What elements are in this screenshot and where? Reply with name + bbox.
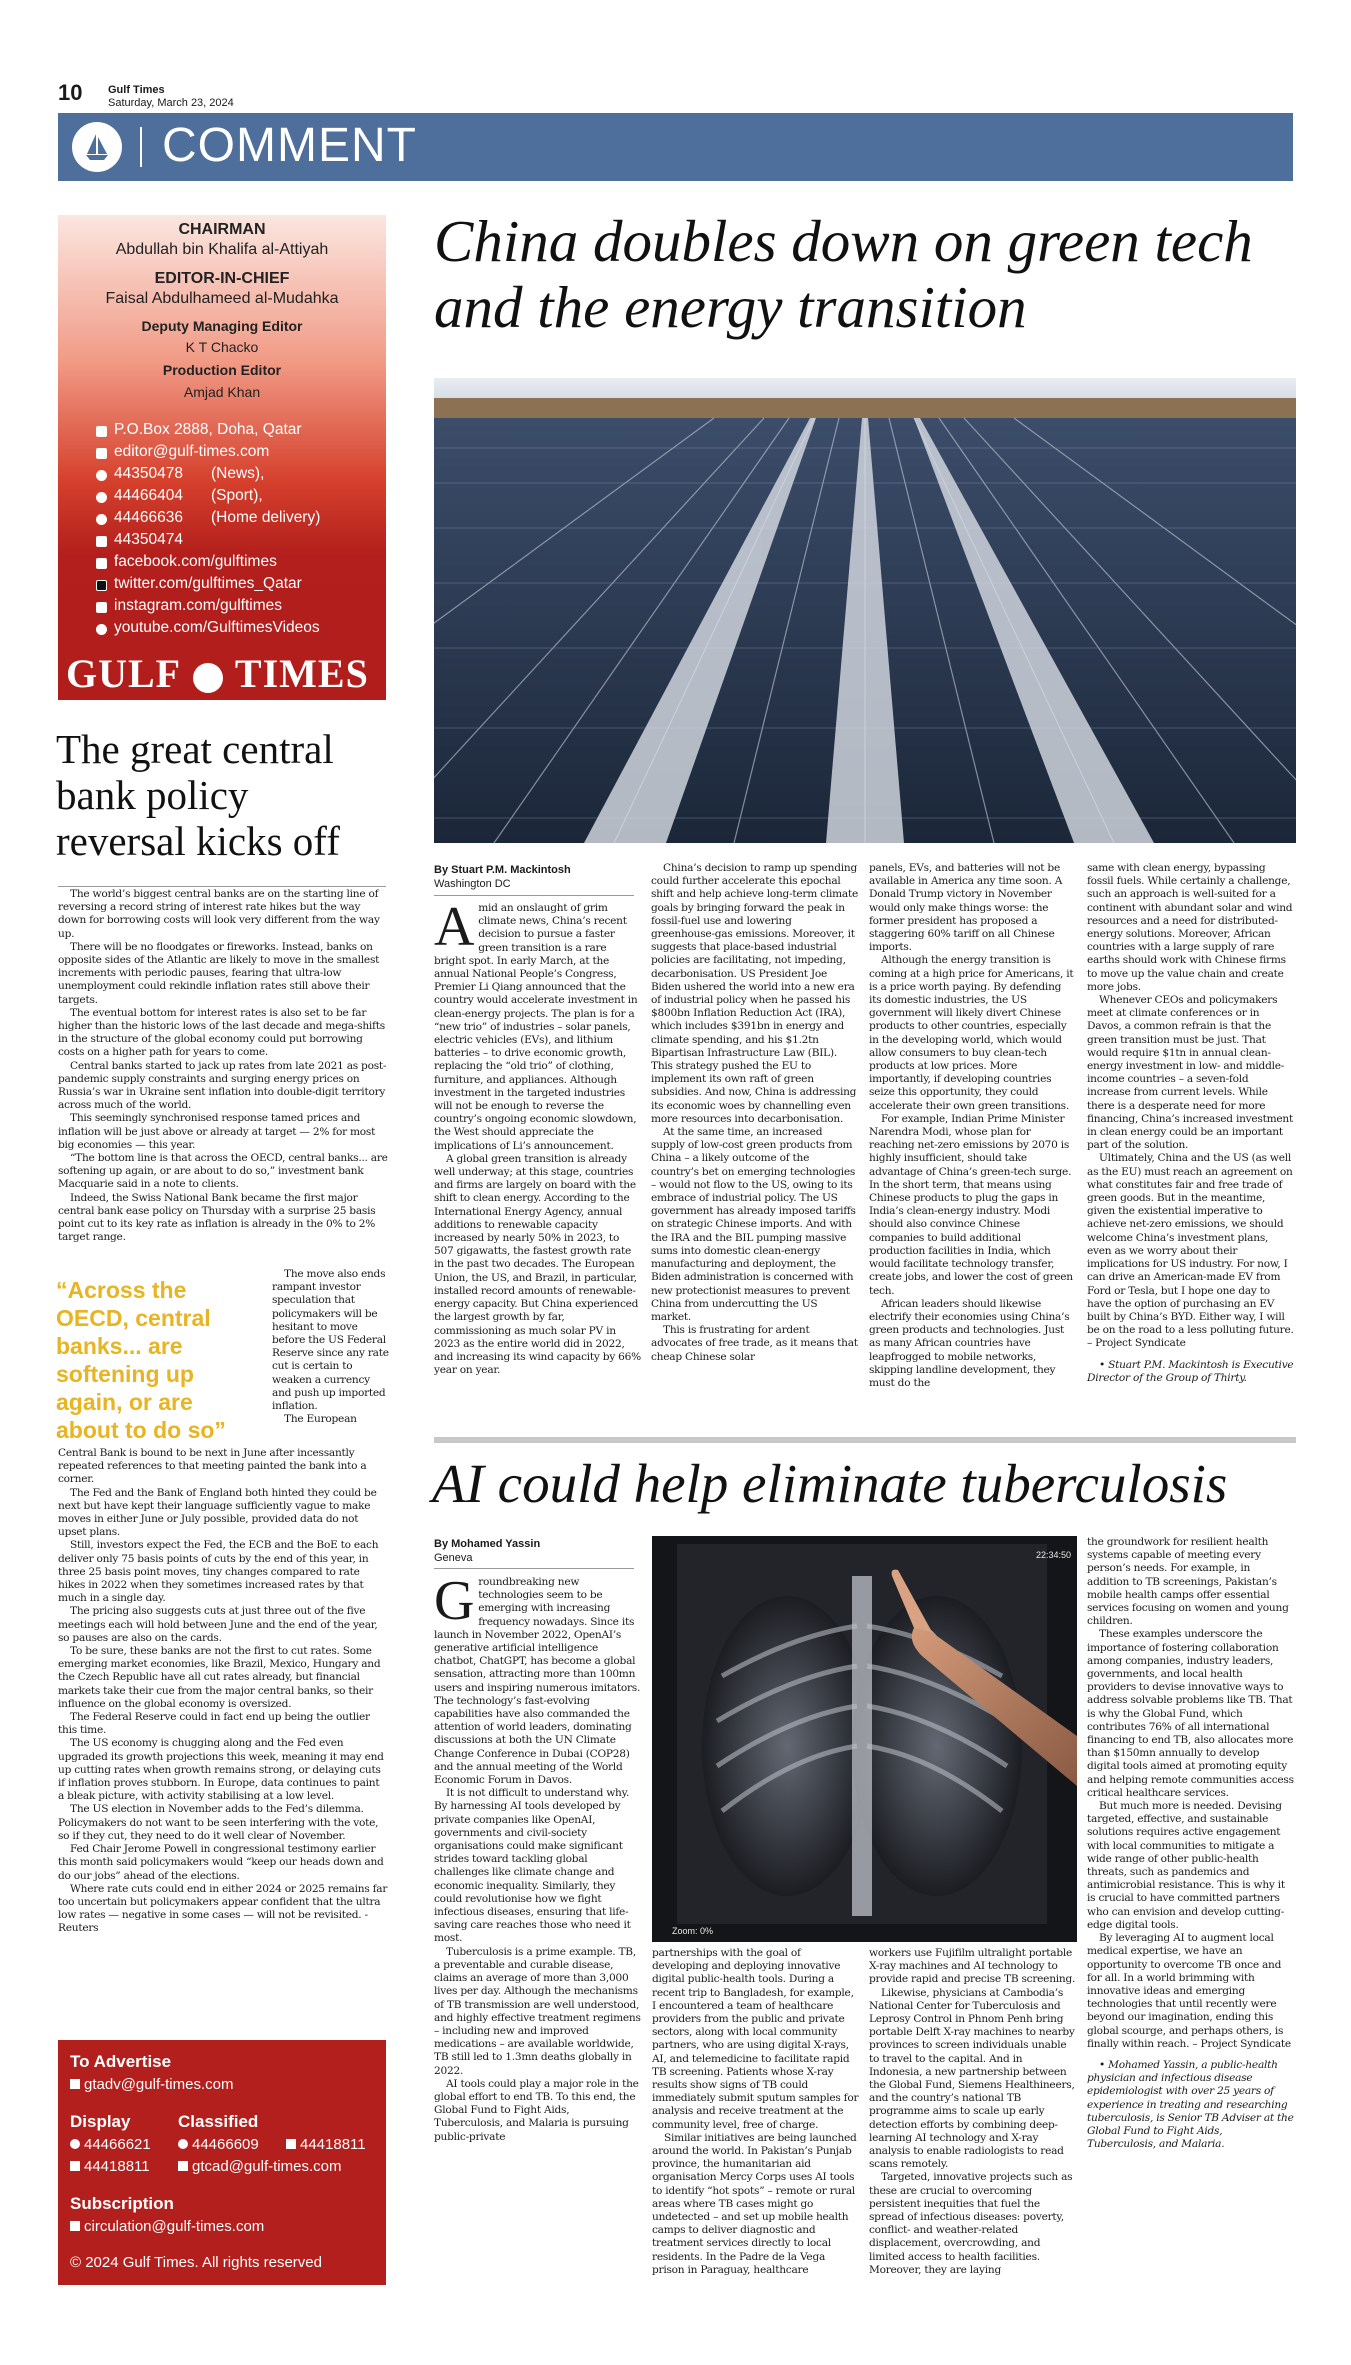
paragraph: But much more is needed. Devising targeted, effective, and sustainable solutions requires active engagement with local communities to mitigate a wide range of other public-health threats, such as pandemics and antimicrobial resistance. This is why it is crucial to have committed partners who can envision and develop cutting-edge digital tools. (1087, 1800, 1285, 1931)
tb-byline: By Mohamed Yassin (434, 1538, 541, 1550)
editor-in-chief-name: Faisal Abdulhameed al-Mudahka (105, 290, 339, 307)
paragraph: roundbreaking new technologies seem to be emerging with increasing frequency nowadays. Since its launch in November 2022, OpenAI’s generative artificial intelligence chatbot, ChatGPT, has become a global sensation, attracting more than 100mn users and inspiring numerous imitators. The technology’s fast-evolving capabilities have also commanded the attention of world leaders, dominating discussions at both the UN Climate Change Conference in Dubai (COP28) and the annual meeting of the World Economic Forum in Davos. (434, 1576, 641, 1787)
mail-icon (70, 2079, 80, 2089)
section-divider (434, 1437, 1296, 1443)
display-label: Display (70, 2112, 131, 2131)
paragraph: A global green transition is already well underway; at this stage, countries and firms are largely on board with the shift to clean energy. According to the International Energy Agency, annual additions to renewable capacity increased by nearly 50% in 2023, to 507 gigawatts, the fastest growth rate in the past two decades. The European Union, the US, and Brazil, in particular, installed record amounts of renewable-energy capacity. But China experienced the largest growth by far, commissioning as much solar PV in 2023 as the entire world did in 2022, and increasing its wind capacity by 66% year on year. (434, 1152, 641, 1377)
paragraph: mid an onslaught of grim climate news, China’s recent decision to pursue a faster green transition is a rare bright spot. In early March, at the annual National People’s Congress, Premier Li Qiang announced that the country would accelerate investment in clean-energy projects. The plan is for a “new trio” of industries – solar panels, electric vehicles (EVs), and lithium batteries – to drive economic growth, replacing the “old trio” of clothing, furniture, and appliances. Although investment in the targeted industries will not be enough to reverse the country’s ongoing economic slowdown, the West should appreciate the implications of Li’s announcement. (434, 902, 638, 1152)
paragraph: There will be no floodgates or fireworks. Instead, banks on opposite sides of the Atlantic are likely to move in the smallest increments with periodic pauses, fearing that ultra-low unemployment could rekindle inflation rates still above their targets. (58, 940, 380, 1006)
paragraph: Central Bank is bound to be next in June after incessantly repeated references to that meeting painted the bank into a corner. (58, 1447, 367, 1486)
editor-in-chief-title: EDITOR-IN-CHIEF (154, 270, 290, 287)
tb-col-2 (652, 1947, 859, 2277)
paragraph: Although the energy transition is coming at a high price for Americans, it is a price worth paying. By defending its domestic industries, the US government will likely divert Chinese products to other countries, especially in the developing world, which would allow consumers to buy clean-tech products at low prices. More importantly, if developing countries seize this opportunity, they could accelerate their own green transitions. (869, 954, 1074, 1112)
author-bio: • Stuart P.M. Mackintosh is Executive Director of the Group of Thirty. (1087, 1358, 1294, 1384)
deputy-managing-editor-title: Deputy Managing Editor (141, 318, 303, 334)
paragraph: Where rate cuts could end in either 2024 or 2025 remains far too uncertain but policymakers appear confident that the ultra low rates — negative in some cases — will not be revisited. - Reuters (58, 1882, 388, 1935)
tb-article-title: AI could help eliminate tuberculosis (432, 1453, 1228, 1514)
banner-divider (140, 127, 142, 167)
paragraph: Likewise, physicians at Cambodia’s National Center for Tuberculosis and Leprosy Control in Phnom Penh bring portable Delft X-ray machines to nearby provinces to screen individuals unable to travel to the capital. And in Indonesia, a new partnership between the Global Fund, Siemens Healthineers, and the country’s national TB programme aims to scale up early detection efforts by combining deep-learning AI technology and X-ray analysis to enable radiologists to read scans remotely. (869, 1986, 1075, 2171)
paragraph: At the same time, an increased supply of low-cost green products from China – a likely outcome of the country’s bet on emerging technologies – would not flow to the US, owing to its embrace of industrial policy. The US government has already imposed tariffs on strategic Chinese imports. And with the IRA and the BIL pumping massive sums into domestic clean-energy manufacturing and deployment, the Biden administration is concerned with new protectionist measures to prevent China from undercutting the US market. (651, 1126, 856, 1323)
paragraph: The move also ends rampant investor speculation that policymakers will be hesitant to move before the US Federal Reserve since any rate cut is certain to weaken a currency and push up imported inflation. (272, 1268, 389, 1413)
phone-icon (178, 2139, 188, 2149)
paragraph: partnerships with the goal of developing and deploying innovative digital public-health tools. During a recent trip to Bangladesh, for example, I encountered a team of healthcare providers from the public and private sectors, along with local community partners, who are using digital X-rays, AI, and telemedicine to facilitate rapid TB screening. Patients whose X-ray results show signs of TB could immediately submit sputum samples for analysis and receive treatment at the community level, free of charge. (652, 1947, 859, 2131)
paragraph: workers use Fujifilm ultralight portable X-ray machines and AI technology to provide rapid and precise TB screening. (869, 1947, 1076, 1986)
contact-phone-news-label: (News), (211, 465, 265, 482)
paragraph: Indeed, the Swiss National Bank became the first major central bank ease policy on Thursday with a surprise 25 basis point cut to its key rate as inflation is already in the 0% to 2% target range. (58, 1191, 376, 1244)
paragraph: Central banks started to jack up rates from late 2021 as post-pandemic supply constraints and surging energy prices on Russia’s war in Ukraine sent inflation into double-digit territory across much of the world. (58, 1059, 387, 1112)
author-bio: • Mohamed Yassin, a public-health physician and infectious disease epidemiologist with over 25 years of experience in treating and researching tuberculosis, is Senior TB Adviser at the Global Fund to Fight Aids, Tuberculosis, and Malaria. (1087, 2058, 1294, 2151)
copyright: © 2024 Gulf Times. All rights reserved (70, 2254, 322, 2271)
classified-email[interactable]: gtcad@gulf-times.com (178, 2158, 341, 2175)
tb-col-3 (869, 1947, 1076, 2277)
chairman-title: CHAIRMAN (178, 221, 266, 238)
paragraph: These examples underscore the importance of fostering collaboration among companies, industry leaders, governments, and local health providers to devise innovative ways to address solvable problems like TB. That is why the Global Fund, which contributes 76% of all international financing to end TB, also allocates more than $150mn annually to develop digital tools aimed at promoting equity and helping remote communities access critical healthcare services. (1087, 1628, 1294, 1799)
production-editor-title: Production Editor (162, 362, 282, 378)
phone-icon (96, 492, 107, 503)
xray-timestamp: 22:34:50 (1035, 1550, 1071, 1560)
paragraph: Still, investors expect the Fed, the ECB and the BoE to each deliver only 75 basis points of cuts by the end of this year, in three 25 basis point moves, tiny changes compared to rate hikes in 2022 when they sometimes increased rates by that much in a single day. (58, 1539, 379, 1605)
contact-address: P.O.Box 2888, Doha, Qatar (114, 421, 302, 438)
paragraph: Similar initiatives are being launched around the world. In Pakistan’s Punjab province, the humanitarian aid organisation Mercy Corps uses AI tools to identify “hot spots” – remote or rural areas where TB cases might go undetected – and set up mobile health camps to deliver diagnostic and treatment services directly to local residents. In the Padre de la Vega prison in Paraguay, healthcare (652, 2131, 857, 2276)
mail-icon (70, 2221, 80, 2231)
side-article-title: The great central bank policy reversal kicks off (56, 726, 340, 864)
fax-icon (286, 2139, 296, 2149)
fax-icon (96, 536, 107, 547)
production-editor-name: Amjad Khan (183, 384, 261, 400)
contact-email[interactable]: editor@gulf-times.com (114, 443, 270, 460)
xray-zoom: Zoom: 0% (672, 1926, 714, 1936)
classified-phone-2: 44418811 (286, 2136, 366, 2153)
main-col-2 (651, 862, 858, 1364)
tb-col-4 (1087, 1536, 1294, 2151)
paragraph: African leaders should likewise electrify their economies using China’s green products and technologies. Just as many African countries have leapfrogged to mobile networks, skipping landline development, they must do the (869, 1297, 1070, 1389)
paragraph: Fed Chair Jerome Powell in congressional testimony earlier this month said policymakers would “keep our heads down and do our jobs” ahead of the elections. (58, 1843, 384, 1882)
paragraph: Whenever CEOs and policymakers meet at climate conferences or in Davos, a common refrain is that the green transition must be just. That would require $1tn in annual clean-energy investment in low- and middle-income countries – a seven-fold increase from current levels. While there is a desperate need for more financing, China’s increased investment in clean energy could be an important part of the solution. (1087, 994, 1294, 1152)
paragraph: For example, Indian Prime Minister Narendra Modi, whose plan for reaching net-zero emissions by 2070 is highly insufficient, should take advantage of China’s green-tech surge. In the short term, that means using Chinese products to plug the gaps in India’s clean-energy industry. Modi should also convince Chinese companies to build additional production facilities in India, which would facilitate technology transfer, create jobs, and lower the cost of green tech. (869, 1112, 1073, 1297)
mail-icon (178, 2161, 188, 2171)
solar-panels-photo (434, 378, 1296, 843)
paragraph: The eventual bottom for interest rates is also set to be far higher than the historic lows of the last decade and mega-shifts in the structure of the global economy could put borrowing costs on a higher path for years to come. (58, 1006, 385, 1059)
divider (58, 886, 386, 887)
paragraph: The world’s biggest central banks are on the starting line of reversing a record string of interest rate hikes but the way down for borrowing costs will look very different from the way up. (58, 888, 380, 940)
mailbox-icon (96, 426, 107, 437)
advertise-title: To Advertise (70, 2052, 172, 2071)
contact-youtube[interactable]: youtube.com/GulftimesVideos (114, 619, 320, 636)
contact-phone-news: 44350478 (114, 465, 183, 482)
paragraph: This is frustrating for ardent advocates of free trade, as it means that cheap Chinese solar (651, 1324, 858, 1363)
pullquote: “Across the OECD, central banks... are softening up again, or are about to do so” (56, 1277, 226, 1443)
section-title: COMMENT (162, 119, 417, 172)
classified-phone-1: 44466609 (178, 2136, 259, 2153)
paragraph: panels, EVs, and batteries will not be available in America any time soon. A Donald Trump victory in November would only make things worse: the former president has proposed a staggering 60% tariff on all Chinese imports. (869, 862, 1063, 954)
advertise-box (58, 2040, 386, 2285)
paragraph: “The bottom line is that across the OECD, central banks... are softening up again, or are about to do so,” investment bank Macquarie said in a note to clients. (58, 1152, 388, 1191)
paragraph: AI tools could play a major role in the global effort to end TB. To this end, the Global Fund to Fight Aids, Tuberculosis, and Malaria is pursuing public-private (434, 2077, 639, 2143)
main-col-1 (434, 896, 641, 1377)
main-col-4 (1087, 862, 1294, 1385)
classified-label: Classified (178, 2112, 259, 2131)
mail-icon (96, 448, 107, 459)
paragraph: The Federal Reserve could in fact end up being the outlier this time. (58, 1711, 370, 1737)
contact-phone-delivery-label: (Home delivery) (211, 509, 321, 526)
paragraph: The Fed and the Bank of England both hinted they could be next but have kept their language sufficiently vague to make moves in either June or July possible, provided data do not upset plans. (58, 1486, 377, 1539)
paragraph: same with clean energy, bypassing fossil fuels. While certainly a challenge, such an approach is well-suited for a continent with abundant solar and wind resources and a need for distributed-energy solutions. Moreover, African countries with a large supply of rare earths should work with Chinese firms to move up the value chain and create more jobs. (1087, 862, 1293, 993)
contact-facebook[interactable]: facebook.com/gulftimes (114, 553, 277, 570)
paragraph: It is not difficult to understand why. By harnessing AI tools developed by private companies like OpenAI, governments and civil-society organisations could make significant strides toward tackling global challenges like climate change and economic inequality. Similarly, they could revolutionise how we fight infectious diseases, ensuring that life-saving care reaches those who need it most. (434, 1787, 631, 1945)
phone-icon (70, 2139, 80, 2149)
x-icon (96, 580, 107, 591)
phone-icon (96, 470, 107, 481)
contact-phone-delivery: 44466636 (114, 509, 183, 526)
side-article-body-bottom (58, 1447, 388, 1936)
paragraph: China’s decision to ramp up spending could further accelerate this epochal shift and help achieve long-term climate goals by bringing forward the peak in fossil-fuel use and lowering greenhouse-gas emissions. Moreover, it suggests that place-based industrial policies are facilitating, not impeding, decarbonisation. US President Joe Biden ushered the world into a new era of industrial policy when he passed his $800bn Inflation Reduction Act (IRA), which includes $391bn in energy and climate spending, and his $1.2tn Bipartisan Infrastructure Law (BIL). This strategy pushed the EU to implement its own raft of green subsidies. And now, China is addressing its economic woes by channelling even more resources into decarbonisation. (651, 862, 859, 1125)
paragraph: The US economy is chugging along and the Fed even upgraded its growth projections this week, meaning it may end up cutting rates when growth remains strong, or delaying cuts if inflation proves stubborn. In Europe, data continues to paint a bleak picture, with activity stabilising at a low level. (58, 1737, 384, 1803)
display-phone-1: 44466621 (70, 2136, 151, 2153)
paragraph: To be sure, these banks are not the first to cut rates. Some emerging market economies, like Brazil, Mexico, Hungary and the Czech Republic have all cut rates already, but financial markets take their cue from the major central banks, so their influence on the global economy is oversized. (58, 1645, 381, 1710)
drop-cap: A (434, 896, 475, 958)
subscription-label: Subscription (70, 2194, 174, 2213)
facebook-icon (96, 558, 107, 569)
paragraph: This seemingly synchronised response tamed prices and inflation will be just above or already at target — 2% for most big economies — this year. (58, 1112, 376, 1151)
display-phone-2: 44418811 (70, 2158, 150, 2175)
subscription-email[interactable]: circulation@gulf-times.com (70, 2218, 264, 2235)
divider (434, 1568, 634, 1569)
contact-twitter[interactable]: twitter.com/gulftimes_Qatar (114, 575, 302, 592)
youtube-icon (96, 624, 107, 635)
paragraph: The European (284, 1413, 357, 1426)
contact-instagram[interactable]: instagram.com/gulftimes (114, 597, 282, 614)
paragraph: Targeted, innovative projects such as these are crucial to overcoming persistent inequities that fuel the spread of infectious diseases: poverty, conflict- and weather-related displacement, overcrowding, and limited access to health facilities. Moreover, they are laying (869, 2171, 1073, 2276)
xray-photo (652, 1536, 1077, 1942)
main-byline: By Stuart P.M. Mackintosh (434, 864, 571, 876)
phone-icon (96, 514, 107, 525)
tb-dateline: Geneva (434, 1552, 473, 1564)
main-col-3 (869, 862, 1076, 1390)
page-number: 10 (58, 80, 83, 105)
advertise-email[interactable]: gtadv@gulf-times.com (70, 2076, 233, 2093)
paragraph: The pricing also suggests cuts at just three out of the five meetings each will hold between June and the end of the year, so pauses are also on the cards. (58, 1605, 378, 1644)
side-article-body-top (58, 888, 388, 1244)
instagram-icon (96, 602, 107, 613)
logo-word-times: TIMES (234, 651, 369, 696)
chairman-name: Abdullah bin Khalifa al-Attiyah (115, 241, 329, 258)
drop-cap: G (434, 1570, 475, 1632)
contact-fax: 44350474 (114, 531, 183, 548)
paragraph: By leveraging AI to augment local medical expertise, we have an opportunity to overcome TB once and for all. In a world brimming with innovative ideas and emerging technologies that until recently were beyond our imagination, ending this global scourge, and perhaps others, is finally within reach. – Project Syndicate (1087, 1932, 1291, 2050)
globe-icon (193, 663, 223, 693)
main-dateline: Washington DC (434, 878, 511, 890)
header-date: Saturday, March 23, 2024 (108, 97, 234, 109)
gulf-times-logo (66, 650, 369, 697)
side-article-body-right (272, 1268, 390, 1426)
deputy-managing-editor-name: K T Chacko (185, 339, 259, 355)
main-article-title: China doubles down on green tech and the energy transition (434, 208, 1253, 340)
header-brand: Gulf Times (108, 84, 165, 96)
tb-col-1 (434, 1570, 641, 2144)
fax-icon (70, 2161, 80, 2171)
paragraph: Tuberculosis is a prime example. TB, a preventable and curable disease, claims an average of more than 3,000 lives per day. Although the mechanisms of TB transmission are well understood, and highly effective treatment regimens – including new and improved medications – are available worldwide, TB still led to 1.3mn deaths globally in 2022. (434, 1945, 641, 2077)
paragraph: the groundwork for resilient health systems capable of meeting every person’s needs. For example, in addition to TB screenings, Pakistan’s mobile health camps offer essential services focusing on women and young children. (1087, 1536, 1289, 1628)
contact-phone-sport-label: (Sport), (211, 487, 263, 504)
paragraph: The US election in November adds to the Fed’s dilemma. Policymakers do not want to be seen interfering with the vote, so if they cut, they need to do it well clear of November. (58, 1803, 379, 1842)
ship-logo-icon (72, 122, 122, 172)
contact-phone-sport: 44466404 (114, 487, 183, 504)
paragraph: Ultimately, China and the US (as well as the EU) must reach an agreement on what constitutes fair and free trade of green goods. But in the meantime, given the existential imperative to achieve net-zero emissions, we should welcome China’s investment plans, even as we worry about their implications for US industry. For now, I can drive an American-made EV from Ford or Tesla, but I hope one day to have the option of purchasing an EV built by China’s BYD. Either way, I will be on the road to a less polluting future. – Project Syndicate (1087, 1152, 1294, 1350)
logo-word-gulf: GULF (66, 651, 180, 696)
